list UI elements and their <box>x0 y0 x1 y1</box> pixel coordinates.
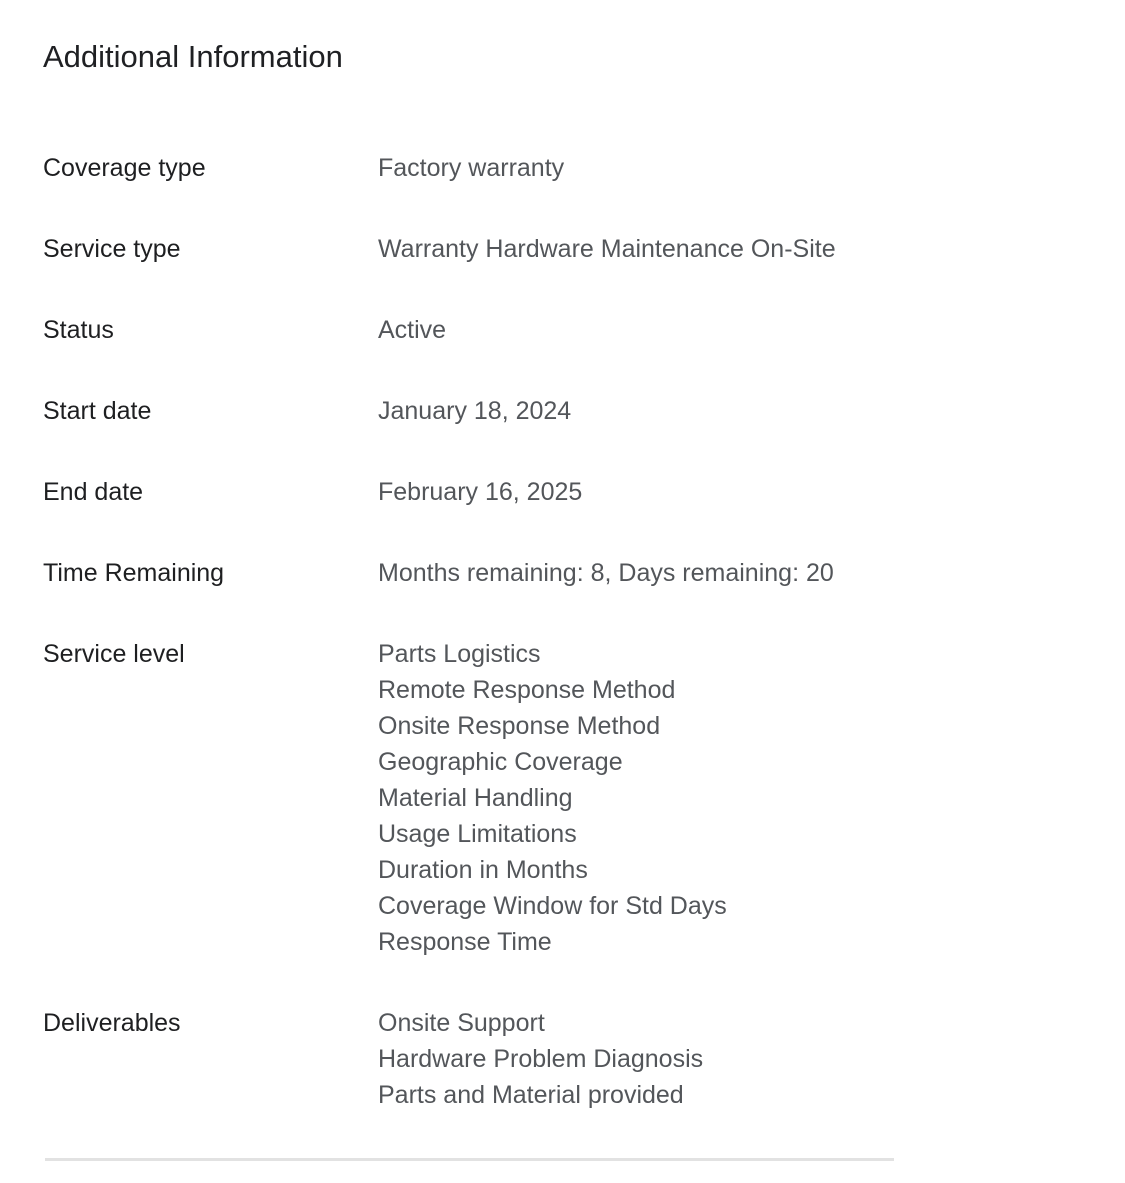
value-line: February 16, 2025 <box>378 478 583 506</box>
value-line: January 18, 2024 <box>378 397 572 425</box>
info-row-label: Deliverables <box>43 1009 181 1037</box>
info-row <box>43 555 1125 591</box>
value-line: Remote Response Method <box>378 676 676 704</box>
value-line: Usage Limitations <box>378 820 577 848</box>
value-line: Hardware Problem Diagnosis <box>378 1045 704 1073</box>
value-line: Geographic Coverage <box>378 748 623 776</box>
info-row-value <box>378 474 894 510</box>
info-row-label: End date <box>43 478 144 506</box>
value-line: Duration in Months <box>378 856 588 884</box>
info-row <box>43 150 1125 186</box>
info-row <box>43 393 1125 429</box>
info-row-value <box>378 231 894 267</box>
info-row <box>43 1005 1125 1113</box>
info-row-label: Service level <box>43 640 185 668</box>
info-row-label: Service type <box>43 235 181 263</box>
info-row-label: Status <box>43 316 114 344</box>
info-row-value <box>378 1005 894 1113</box>
value-line: Warranty Hardware Maintenance On-Site <box>378 235 836 263</box>
info-row-value <box>378 636 894 960</box>
value-line: Active <box>378 316 447 344</box>
info-row-value <box>378 555 894 591</box>
info-rows <box>43 150 1125 1113</box>
value-line: Factory warranty <box>378 154 565 182</box>
value-line: Months remaining: 8, Days remaining: 20 <box>378 559 834 587</box>
value-line: Response Time <box>378 928 552 956</box>
section-divider <box>45 1158 894 1161</box>
info-row-value <box>378 312 894 348</box>
value-line: Parts and Material provided <box>378 1081 684 1109</box>
info-row <box>43 231 1125 267</box>
value-line: Material Handling <box>378 784 573 812</box>
value-line: Onsite Response Method <box>378 712 661 740</box>
value-line: Onsite Support <box>378 1009 545 1037</box>
info-row-label: Time Remaining <box>43 559 225 587</box>
info-row-value <box>378 150 894 186</box>
info-row <box>43 636 1125 960</box>
page-title: Additional Information <box>43 39 343 74</box>
info-row-label: Coverage type <box>43 154 206 182</box>
value-line: Parts Logistics <box>378 640 541 668</box>
info-row <box>43 474 1125 510</box>
info-row <box>43 312 1125 348</box>
info-row-label: Start date <box>43 397 152 425</box>
info-row-value <box>378 393 894 429</box>
value-line: Coverage Window for Std Days <box>378 892 727 920</box>
